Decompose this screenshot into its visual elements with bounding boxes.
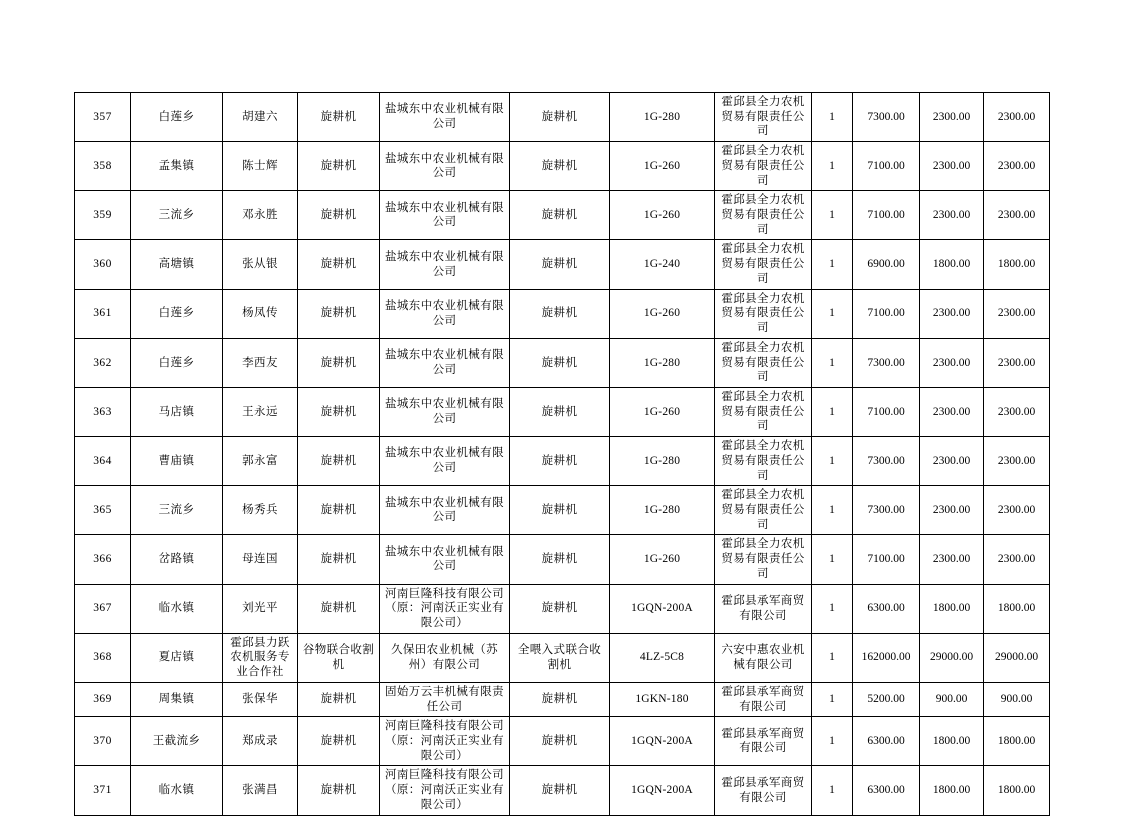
cell-category: 旋耕机 xyxy=(298,387,380,436)
cell-price: 7300.00 xyxy=(853,93,920,142)
table-row xyxy=(75,717,1050,766)
cell-item: 旋耕机 xyxy=(510,387,610,436)
table-row xyxy=(75,766,1050,815)
cell-item: 旋耕机 xyxy=(510,93,610,142)
cell-model: 1G-280 xyxy=(610,338,715,387)
cell-model: 1G-260 xyxy=(610,191,715,240)
cell-buyer: 陈士辉 xyxy=(223,142,298,191)
cell-item: 旋耕机 xyxy=(510,240,610,289)
cell-model: 1G-260 xyxy=(610,289,715,338)
cell-seq: 363 xyxy=(75,387,131,436)
cell-town: 临水镇 xyxy=(131,766,223,815)
table-row xyxy=(75,486,1050,535)
cell-qty: 1 xyxy=(812,682,853,716)
cell-manufacturer: 盐城东中农业机械有限公司 xyxy=(380,486,510,535)
cell-total-subsidy: 2300.00 xyxy=(984,289,1050,338)
cell-price: 7100.00 xyxy=(853,142,920,191)
cell-buyer: 杨秀兵 xyxy=(223,486,298,535)
cell-qty: 1 xyxy=(812,486,853,535)
cell-price: 7100.00 xyxy=(853,191,920,240)
table-row xyxy=(75,584,1050,633)
cell-category: 旋耕机 xyxy=(298,191,380,240)
cell-buyer: 王永远 xyxy=(223,387,298,436)
cell-buyer: 杨凤传 xyxy=(223,289,298,338)
cell-manufacturer: 河南巨隆科技有限公司（原：河南沃正实业有限公司） xyxy=(380,717,510,766)
cell-model: 1G-260 xyxy=(610,387,715,436)
cell-category: 旋耕机 xyxy=(298,338,380,387)
cell-seq: 357 xyxy=(75,93,131,142)
cell-town: 马店镇 xyxy=(131,387,223,436)
cell-town: 白莲乡 xyxy=(131,289,223,338)
cell-qty: 1 xyxy=(812,633,853,682)
cell-model: 1GKN-180 xyxy=(610,682,715,716)
cell-central-subsidy: 29000.00 xyxy=(920,633,984,682)
cell-total-subsidy: 29000.00 xyxy=(984,633,1050,682)
table-row xyxy=(75,387,1050,436)
cell-dealer: 霍邱县承军商贸有限公司 xyxy=(715,584,812,633)
cell-price: 6300.00 xyxy=(853,766,920,815)
cell-buyer: 胡建六 xyxy=(223,93,298,142)
table-row xyxy=(75,93,1050,142)
cell-dealer: 霍邱县全力农机贸易有限责任公司 xyxy=(715,93,812,142)
cell-dealer: 霍邱县全力农机贸易有限责任公司 xyxy=(715,142,812,191)
cell-price: 7300.00 xyxy=(853,437,920,486)
cell-total-subsidy: 1800.00 xyxy=(984,240,1050,289)
cell-item: 旋耕机 xyxy=(510,191,610,240)
cell-qty: 1 xyxy=(812,535,853,584)
cell-central-subsidy: 2300.00 xyxy=(920,535,984,584)
cell-manufacturer: 河南巨隆科技有限公司（原：河南沃正实业有限公司） xyxy=(380,584,510,633)
table-row xyxy=(75,191,1050,240)
cell-price: 7100.00 xyxy=(853,387,920,436)
cell-qty: 1 xyxy=(812,289,853,338)
table-row xyxy=(75,437,1050,486)
cell-total-subsidy: 2300.00 xyxy=(984,93,1050,142)
cell-item: 旋耕机 xyxy=(510,584,610,633)
cell-seq: 360 xyxy=(75,240,131,289)
cell-buyer: 张满昌 xyxy=(223,766,298,815)
cell-manufacturer: 河南巨隆科技有限公司（原：河南沃正实业有限公司） xyxy=(380,766,510,815)
cell-manufacturer: 盐城东中农业机械有限公司 xyxy=(380,240,510,289)
cell-item: 旋耕机 xyxy=(510,766,610,815)
cell-town: 三流乡 xyxy=(131,191,223,240)
cell-manufacturer: 盐城东中农业机械有限公司 xyxy=(380,437,510,486)
cell-buyer: 郭永富 xyxy=(223,437,298,486)
cell-town: 白莲乡 xyxy=(131,93,223,142)
cell-category: 旋耕机 xyxy=(298,766,380,815)
cell-category: 旋耕机 xyxy=(298,535,380,584)
cell-total-subsidy: 1800.00 xyxy=(984,766,1050,815)
cell-buyer: 李西友 xyxy=(223,338,298,387)
cell-seq: 361 xyxy=(75,289,131,338)
cell-dealer: 霍邱县全力农机贸易有限责任公司 xyxy=(715,387,812,436)
cell-price: 7300.00 xyxy=(853,338,920,387)
cell-item: 旋耕机 xyxy=(510,717,610,766)
cell-price: 5200.00 xyxy=(853,682,920,716)
cell-central-subsidy: 2300.00 xyxy=(920,289,984,338)
cell-qty: 1 xyxy=(812,387,853,436)
cell-central-subsidy: 1800.00 xyxy=(920,240,984,289)
cell-model: 1G-280 xyxy=(610,93,715,142)
cell-total-subsidy: 2300.00 xyxy=(984,142,1050,191)
cell-buyer: 邓永胜 xyxy=(223,191,298,240)
cell-qty: 1 xyxy=(812,717,853,766)
cell-category: 旋耕机 xyxy=(298,240,380,289)
cell-manufacturer: 盐城东中农业机械有限公司 xyxy=(380,387,510,436)
cell-model: 1G-260 xyxy=(610,535,715,584)
cell-seq: 371 xyxy=(75,766,131,815)
cell-seq: 367 xyxy=(75,584,131,633)
cell-dealer: 霍邱县承军商贸有限公司 xyxy=(715,766,812,815)
subsidy-table-body xyxy=(75,93,1050,816)
cell-price: 162000.00 xyxy=(853,633,920,682)
cell-dealer: 霍邱县承军商贸有限公司 xyxy=(715,717,812,766)
cell-item: 旋耕机 xyxy=(510,437,610,486)
cell-qty: 1 xyxy=(812,338,853,387)
cell-dealer: 霍邱县全力农机贸易有限责任公司 xyxy=(715,535,812,584)
cell-item: 旋耕机 xyxy=(510,535,610,584)
cell-manufacturer: 固始万云丰机械有限责任公司 xyxy=(380,682,510,716)
cell-dealer: 霍邱县全力农机贸易有限责任公司 xyxy=(715,437,812,486)
cell-qty: 1 xyxy=(812,191,853,240)
cell-dealer: 霍邱县承军商贸有限公司 xyxy=(715,682,812,716)
cell-item: 旋耕机 xyxy=(510,682,610,716)
cell-buyer: 霍邱县力跃农机服务专业合作社 xyxy=(223,633,298,682)
table-row xyxy=(75,633,1050,682)
cell-category: 旋耕机 xyxy=(298,486,380,535)
cell-category: 旋耕机 xyxy=(298,93,380,142)
cell-model: 1G-260 xyxy=(610,142,715,191)
cell-qty: 1 xyxy=(812,437,853,486)
cell-model: 1G-280 xyxy=(610,486,715,535)
cell-dealer: 霍邱县全力农机贸易有限责任公司 xyxy=(715,191,812,240)
cell-model: 1G-280 xyxy=(610,437,715,486)
cell-seq: 362 xyxy=(75,338,131,387)
cell-price: 7300.00 xyxy=(853,486,920,535)
cell-manufacturer: 盐城东中农业机械有限公司 xyxy=(380,142,510,191)
cell-price: 7100.00 xyxy=(853,535,920,584)
cell-total-subsidy: 2300.00 xyxy=(984,486,1050,535)
cell-town: 夏店镇 xyxy=(131,633,223,682)
cell-price: 6300.00 xyxy=(853,584,920,633)
cell-seq: 369 xyxy=(75,682,131,716)
cell-manufacturer: 盐城东中农业机械有限公司 xyxy=(380,93,510,142)
table-row xyxy=(75,240,1050,289)
cell-item: 旋耕机 xyxy=(510,338,610,387)
cell-town: 三流乡 xyxy=(131,486,223,535)
cell-manufacturer: 盐城东中农业机械有限公司 xyxy=(380,191,510,240)
cell-seq: 370 xyxy=(75,717,131,766)
cell-central-subsidy: 1800.00 xyxy=(920,584,984,633)
cell-central-subsidy: 2300.00 xyxy=(920,191,984,240)
cell-category: 旋耕机 xyxy=(298,717,380,766)
subsidy-table xyxy=(74,92,1050,816)
cell-total-subsidy: 2300.00 xyxy=(984,387,1050,436)
cell-category: 旋耕机 xyxy=(298,289,380,338)
table-row xyxy=(75,535,1050,584)
cell-item: 全喂入式联合收割机 xyxy=(510,633,610,682)
cell-buyer: 母连国 xyxy=(223,535,298,584)
cell-dealer: 六安中惠农业机械有限公司 xyxy=(715,633,812,682)
cell-total-subsidy: 1800.00 xyxy=(984,717,1050,766)
cell-town: 临水镇 xyxy=(131,584,223,633)
cell-town: 白莲乡 xyxy=(131,338,223,387)
table-row xyxy=(75,289,1050,338)
cell-seq: 368 xyxy=(75,633,131,682)
cell-town: 孟集镇 xyxy=(131,142,223,191)
table-row xyxy=(75,142,1050,191)
cell-manufacturer: 盐城东中农业机械有限公司 xyxy=(380,535,510,584)
cell-model: 1G-240 xyxy=(610,240,715,289)
cell-category: 旋耕机 xyxy=(298,682,380,716)
cell-item: 旋耕机 xyxy=(510,486,610,535)
cell-total-subsidy: 2300.00 xyxy=(984,437,1050,486)
cell-total-subsidy: 1800.00 xyxy=(984,584,1050,633)
cell-town: 曹庙镇 xyxy=(131,437,223,486)
cell-central-subsidy: 1800.00 xyxy=(920,766,984,815)
cell-total-subsidy: 900.00 xyxy=(984,682,1050,716)
cell-central-subsidy: 900.00 xyxy=(920,682,984,716)
cell-item: 旋耕机 xyxy=(510,289,610,338)
cell-category: 旋耕机 xyxy=(298,142,380,191)
cell-buyer: 张从银 xyxy=(223,240,298,289)
cell-manufacturer: 久保田农业机械（苏州）有限公司 xyxy=(380,633,510,682)
cell-town: 岔路镇 xyxy=(131,535,223,584)
cell-price: 7100.00 xyxy=(853,289,920,338)
cell-model: 1GQN-200A xyxy=(610,766,715,815)
subsidy-table-container xyxy=(74,92,1049,816)
cell-qty: 1 xyxy=(812,93,853,142)
cell-central-subsidy: 2300.00 xyxy=(920,142,984,191)
cell-item: 旋耕机 xyxy=(510,142,610,191)
cell-seq: 366 xyxy=(75,535,131,584)
cell-category: 谷物联合收割机 xyxy=(298,633,380,682)
cell-qty: 1 xyxy=(812,142,853,191)
cell-buyer: 张保华 xyxy=(223,682,298,716)
cell-total-subsidy: 2300.00 xyxy=(984,338,1050,387)
cell-dealer: 霍邱县全力农机贸易有限责任公司 xyxy=(715,289,812,338)
cell-qty: 1 xyxy=(812,240,853,289)
cell-model: 1GQN-200A xyxy=(610,584,715,633)
cell-central-subsidy: 2300.00 xyxy=(920,338,984,387)
cell-manufacturer: 盐城东中农业机械有限公司 xyxy=(380,289,510,338)
cell-total-subsidy: 2300.00 xyxy=(984,191,1050,240)
cell-qty: 1 xyxy=(812,584,853,633)
cell-price: 6300.00 xyxy=(853,717,920,766)
cell-seq: 365 xyxy=(75,486,131,535)
cell-category: 旋耕机 xyxy=(298,437,380,486)
table-row xyxy=(75,338,1050,387)
cell-buyer: 郑成录 xyxy=(223,717,298,766)
cell-total-subsidy: 2300.00 xyxy=(984,535,1050,584)
cell-seq: 358 xyxy=(75,142,131,191)
cell-central-subsidy: 2300.00 xyxy=(920,437,984,486)
cell-central-subsidy: 2300.00 xyxy=(920,387,984,436)
cell-seq: 359 xyxy=(75,191,131,240)
cell-town: 周集镇 xyxy=(131,682,223,716)
cell-model: 4LZ-5C8 xyxy=(610,633,715,682)
cell-model: 1GQN-200A xyxy=(610,717,715,766)
cell-category: 旋耕机 xyxy=(298,584,380,633)
cell-qty: 1 xyxy=(812,766,853,815)
table-row xyxy=(75,682,1050,716)
cell-dealer: 霍邱县全力农机贸易有限责任公司 xyxy=(715,486,812,535)
cell-dealer: 霍邱县全力农机贸易有限责任公司 xyxy=(715,240,812,289)
cell-central-subsidy: 1800.00 xyxy=(920,717,984,766)
cell-seq: 364 xyxy=(75,437,131,486)
cell-town: 高塘镇 xyxy=(131,240,223,289)
cell-dealer: 霍邱县全力农机贸易有限责任公司 xyxy=(715,338,812,387)
cell-buyer: 刘光平 xyxy=(223,584,298,633)
cell-central-subsidy: 2300.00 xyxy=(920,486,984,535)
cell-manufacturer: 盐城东中农业机械有限公司 xyxy=(380,338,510,387)
cell-price: 6900.00 xyxy=(853,240,920,289)
cell-central-subsidy: 2300.00 xyxy=(920,93,984,142)
cell-town: 王截流乡 xyxy=(131,717,223,766)
